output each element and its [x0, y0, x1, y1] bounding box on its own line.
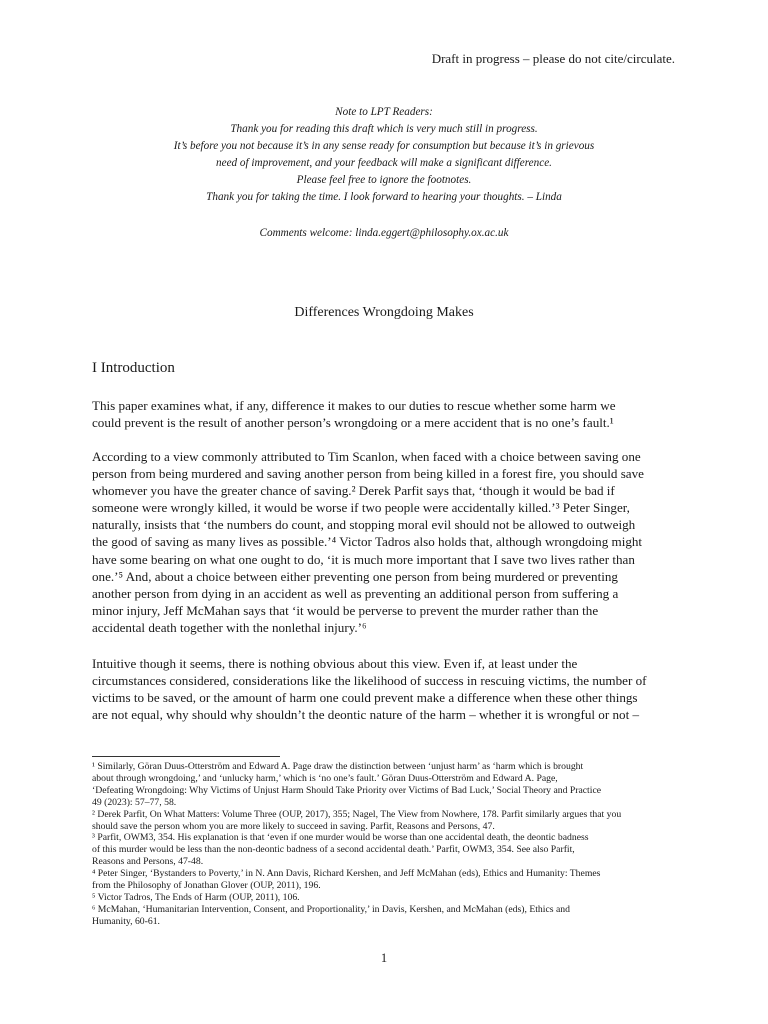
- footnote-line: ³ Parfit, OWM3, 354. His explanation is that ‘even if one murder would be worse than one accidental death, the deontic badness: [92, 832, 589, 844]
- note-line: Note to LPT Readers:: [335, 106, 433, 118]
- footnote-line: from the Philosophy of Jonathan Glover (OUP, 2011), 196.: [92, 880, 321, 892]
- note-line: It’s before you not because it’s in any sense ready for consumption but because it’s in grievous: [173, 140, 595, 152]
- note-line: Thank you for taking the time. I look forward to hearing your thoughts. – Linda: [206, 191, 562, 203]
- footnote-line: ² Derek Parfit, On What Matters: Volume Three (OUP, 2017), 355; Nagel, The View from Nowhere, 178. Parfit similarly argues that you: [92, 808, 622, 820]
- text-line: person from being murdered and saving another person from being killed in a forest fire, you should save: [92, 466, 644, 482]
- note-line: Please feel free to ignore the footnotes.: [296, 174, 472, 186]
- footnote-line: Humanity, 60-61.: [92, 915, 160, 927]
- note-line: need of improvement, and your feedback will make a significant difference.: [216, 157, 552, 169]
- footnote-line: ‘Defeating Wrongdoing: Why Victims of Unjust Harm Should Take Priority over Victims of Bad Luck,’ Social Theory and Practice: [92, 784, 602, 796]
- text-line: could prevent is the result of another person’s wrongdoing or a mere accident that is no one’s fault.¹: [92, 415, 614, 431]
- text-line: one.’⁵ And, about a choice between either preventing one person from being murdered or preventing: [92, 568, 618, 584]
- comments-contact: Comments welcome: linda.eggert@philosophy.ox.ac.uk: [259, 227, 509, 239]
- text-line: the good of saving as many lives as possible.’⁴ Victor Tadros also holds that, although wrongdoing might: [92, 534, 643, 550]
- footnote-line: ⁶ McMahan, ‘Humanitarian Intervention, Consent, and Proportionality,’ in Davis, Kershen, and McMahan (eds), Ethics and: [92, 903, 570, 915]
- text-line: accidental death together with the nonlethal injury.’⁶: [92, 619, 367, 635]
- text-line: have some bearing on what one ought to do, ‘it is much more important that I save two lives rather than: [92, 551, 635, 567]
- text-line: circumstances considered, considerations like the likelihood of success in rescuing victims, the number of: [92, 673, 647, 689]
- footnote-line: 49 (2023): 57–77, 58.: [92, 796, 177, 808]
- footnote-divider: [92, 756, 280, 757]
- text-line: According to a view commonly attributed to Tim Scanlon, when faced with a choice between saving one: [92, 449, 641, 464]
- note-to-readers: [93, 104, 675, 206]
- text-line: someone were wrongly killed, it would be worse if two people were accidentally killed.’³ Peter Singer,: [92, 500, 630, 516]
- footnote-line: Reasons and Persons, 47-48.: [92, 856, 204, 868]
- text-line: victims to be saved, or the amount of harm one could prevent make a difference when these other things: [92, 690, 638, 706]
- text-line: another person from dying in an accident as well as preventing an additional person from suffering a: [92, 585, 619, 601]
- footnote-line: ⁴ Peter Singer, ‘Bystanders to Poverty,’ in N. Ann Davis, Richard Kershen, and Jeff McMahan (eds), Ethics and Humanity: Themes: [92, 868, 601, 880]
- body-paragraph-2: [92, 448, 682, 636]
- note-line: Thank you for reading this draft which is very much still in progress.: [230, 123, 538, 135]
- footnote-line: about through wrongdoing,’ and ‘unlucky harm,’ which is ‘no one’s fault.’ Göran Duus-Otterström and Edward A. Page,: [92, 772, 558, 784]
- footnote-line: ⁵ Victor Tadros, The Ends of Harm (OUP, 2011), 106.: [92, 891, 300, 903]
- text-line: Intuitive though it seems, there is nothing obvious about this view. Even if, at least under the: [92, 656, 578, 671]
- body-paragraph-1: [92, 397, 682, 431]
- page-number: 1: [380, 951, 388, 965]
- section-heading: I Introduction: [92, 360, 175, 376]
- text-line: This paper examines what, if any, difference it makes to our duties to rescue whether some harm we: [92, 398, 616, 413]
- text-line: whomever you have the greater chance of saving.² Derek Parfit says that, ‘though it would be bad if: [92, 483, 615, 499]
- footnotes: [92, 761, 682, 928]
- text-line: minor injury, Jeff McMahan says that ‘it would be perverse to prevent the murder rather than the: [92, 602, 599, 618]
- document-title: Differences Wrongdoing Makes: [294, 305, 474, 320]
- body-paragraph-3: [92, 655, 682, 723]
- draft-notice: Draft in progress – please do not cite/circulate.: [431, 51, 675, 66]
- footnote-line: ¹ Similarly, Göran Duus-Otterström and Edward A. Page draw the distinction between ‘unjust harm’ as ‘harm which is brought: [92, 761, 584, 772]
- footnote-line: should save the person whom you are more likely to succeed in saving. Parfit, Reasons and Persons, 47.: [92, 820, 495, 832]
- text-line: naturally, insists that ‘the numbers do count, and stopping moral evil should not be allowed to outweigh: [92, 517, 636, 533]
- text-line: are not equal, why should why shouldn’t the deontic nature of the harm – whether it is wrongful or not –: [92, 707, 640, 723]
- footnote-line: of this murder would be less than the non-deontic badness of a second accidental death.’ Parfit, OWM3, 354. See also Parfit,: [92, 844, 575, 856]
